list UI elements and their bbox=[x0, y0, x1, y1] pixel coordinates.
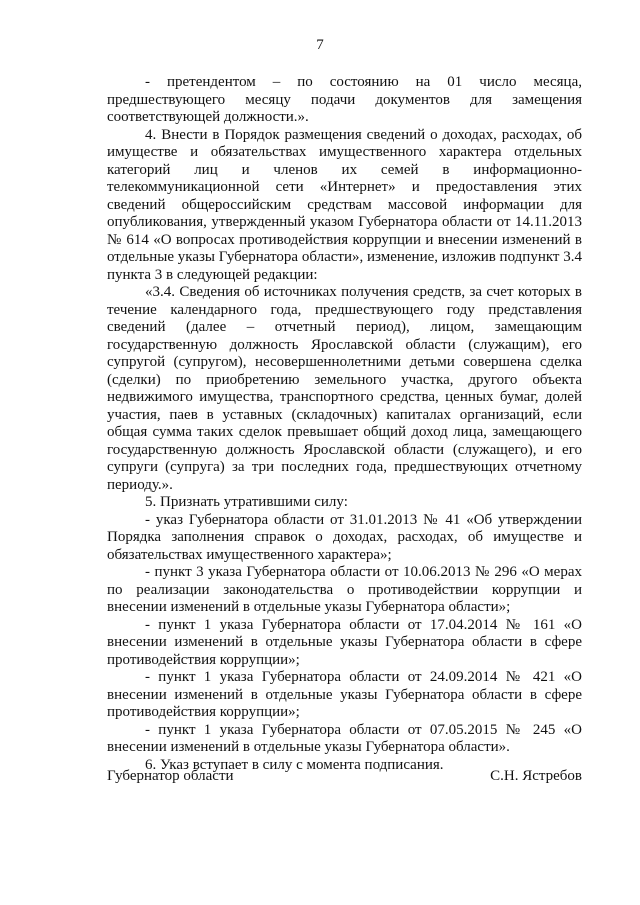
list-item-decree-245: - пункт 1 указа Губернатора области от 07.05.2015 № 245 «О внесении изменений в отдельные указы Губернатора области». bbox=[107, 721, 582, 755]
paragraph-item-6: 6. Указ вступает в силу с момента подписания. bbox=[145, 756, 444, 773]
list-item-decree-296: - пункт 3 указа Губернатора области от 10.06.2013 № 296 «О мерах по реализации законодательства о противодействии коррупции и внесении изменений в отдельные указы Губернатора области»; bbox=[107, 564, 582, 615]
signature-name: С.Н. Ястребов bbox=[490, 768, 582, 784]
signature-position: Губернатор области bbox=[107, 768, 234, 784]
list-item-decree-41: - указ Губернатора области от 31.01.2013 № 41 «Об утверждении Порядка заполнения справок о доходах, расходах, об имуществе и обязательствах имущественного характера»; bbox=[107, 511, 582, 563]
list-item-decree-161: - пункт 1 указа Губернатора области от 17.04.2014 № 161 «О внесении изменений в отдельные указы Губернатора области в сфере противодействия коррупции»; bbox=[107, 616, 582, 668]
document-body bbox=[107, 74, 582, 774]
page-number: 7 bbox=[316, 37, 324, 53]
signature-block bbox=[107, 767, 582, 785]
list-item-decree-421: - пункт 1 указа Губернатора области от 24.09.2014 № 421 «О внесении изменений в отдельные указы Губернатора области в сфере противодействия коррупции»; bbox=[107, 669, 582, 720]
paragraph-subitem-3-4: «3.4. Сведения об источниках получения средств, за счет которых в течение календарного года, предшествующего году представления сведений (далее – отчетный период), лицом, замещающим государственную должность Ярославской области (служащим), его супругой (супругом), несовершеннолетними детьми совершена сделка (сделки) по приобретению земельного участка, другого объекта недвижимого имущества, транспортного средства, ценных бумаг, долей участия, паев в уставных (складочных) капиталах организаций, если общая сумма таких сделок превышает общий доход лица, замещающего государственную должность Ярославской области (служащего), и его супруги (супруга) за три последних года, предшествующих отчетному периоду.». bbox=[107, 284, 582, 493]
paragraph-item-4: 4. Внести в Порядок размещения сведений о доходах, расходах, об имуществе и обязательствах имущественного характера отдельных категорий лиц и членов их семей в информационно-телекоммуникационной сети «Интернет» и предоставления этих сведений общероссийским средствам массовой информации для опубликования, утвержденный указом Губернатора области от 14.11.2013 № 614 «О вопросах противодействия коррупции и внесении изменений в отдельные указы Губернатора области», изменение, изложив подпункт 3.4 пункта 3 в следующей редакции: bbox=[107, 126, 582, 283]
paragraph-item-5: 5. Признать утратившими силу: bbox=[145, 494, 348, 510]
paragraph-applicant-clause: - претендентом – по состоянию на 01 число месяца, предшествующего месяцу подачи документов для замещения соответствующей должности.». bbox=[107, 74, 582, 125]
